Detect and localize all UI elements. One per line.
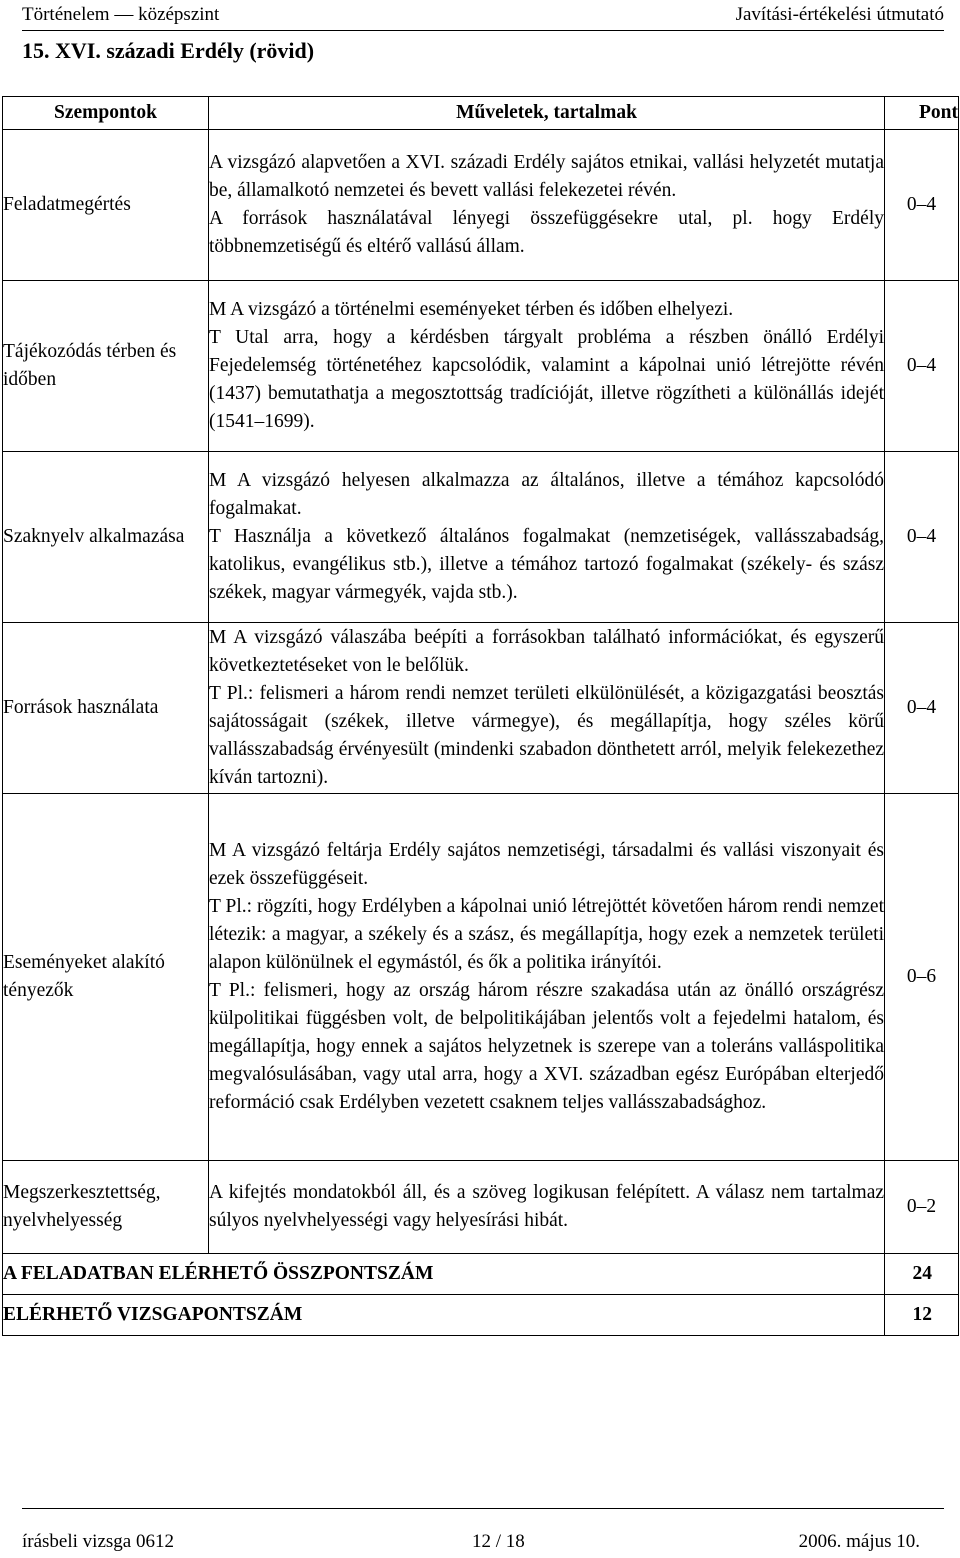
total-row bbox=[3, 1254, 959, 1295]
table-header-row bbox=[3, 97, 959, 130]
content-cell bbox=[209, 281, 885, 452]
content-cell bbox=[209, 1161, 885, 1254]
criterion-cell: Tájékozódás térben és időben bbox=[3, 281, 209, 452]
score-cell: 0–4 bbox=[885, 281, 959, 452]
total-value: 24 bbox=[885, 1254, 959, 1295]
page-header bbox=[22, 2, 944, 31]
criterion-cell: Feladatmegértés bbox=[3, 130, 209, 281]
exam-total-label: ELÉRHETŐ VIZSGAPONTSZÁM bbox=[3, 1295, 885, 1336]
task-title: 15. XVI. századi Erdély (rövid) bbox=[22, 38, 315, 63]
header-subject: Történelem — középszint bbox=[22, 4, 220, 25]
content-line: T Pl.: felismeri a három rendi nemzet területi elkülönülését, a közigazgatási beosztás sajátosságait (székek, illetve vármegye), és megállapítja, hogy széles körű vallásszabadság érvényesült (mindenki szabadon dönthetett arról, melyik felekezethez kíván tartozni). bbox=[209, 683, 884, 788]
content-cell bbox=[209, 623, 885, 794]
header-content: Műveletek, tartalmak bbox=[209, 97, 885, 130]
exam-total-row bbox=[3, 1295, 959, 1336]
content-line: M A vizsgázó feltárja Erdély sajátos nemzetiségi, társadalmi és vallási viszonyait és ezek összefüggéseit. bbox=[209, 840, 884, 889]
content-line: M A vizsgázó válaszába beépíti a forrásokban található információkat, és egyszerű következtetéseket von le belőlük. bbox=[209, 627, 884, 676]
score-cell: 0–4 bbox=[885, 623, 959, 794]
content-line: A kifejtés mondatokból áll, és a szöveg logikusan felépített. A válasz nem tartalmaz súlyos nyelvhelyességi vagy helyesírási hibát. bbox=[209, 1182, 884, 1231]
criterion-cell: Források használata bbox=[3, 623, 209, 794]
header-doc-type: Javítási-értékelési útmutató bbox=[735, 4, 944, 25]
footer-exam-code: írásbeli vizsga 0612 bbox=[22, 1531, 174, 1552]
content-line: A források használatával lényegi összefüggésekre utal, pl. hogy Erdély többnemzetiségű és eltérő vallású állam. bbox=[209, 208, 884, 257]
criterion-cell: Eseményeket alakító tényezők bbox=[3, 794, 209, 1161]
table-row bbox=[3, 452, 959, 623]
content-line: T Utal arra, hogy a kérdésben tárgyalt probléma a részben önálló Erdélyi Fejedelemség történetéhez kapcsolódik, valamint a kápolnai unió létrejötte révén (1437) bemutathatja a megosztottság tradícióját, illetve rögzítheti a különállás idejét (1541–1699). bbox=[209, 327, 884, 432]
table-row bbox=[3, 1161, 959, 1254]
total-label: A FELADATBAN ELÉRHETŐ ÖSSZPONTSZÁM bbox=[3, 1254, 885, 1295]
content-line: T Pl.: felismeri, hogy az ország három részre szakadása után az önálló országrész külpolitikai függésben volt, de belpolitikájában jelentős volt a fejedelmi hatalom, és megállapítja, hogy ennek a sajátos helyzetnek is szerepe van a toleráns valláspolitika megvalósulásában, vagy utal arra, hogy a XVI. században egész Európában elterjedő reformáció csak Erdélyben vezetett csaknem teljes vallásszabadsághoz. bbox=[209, 980, 884, 1113]
table-row bbox=[3, 281, 959, 452]
content-line: T Pl.: rögzíti, hogy Erdélyben a kápolnai unió létrejöttét követően három rendi nemzet létezik: a magyar, a székely és a szász, és megállapítja, hogy ezek a nemzetek területi alapon különülnek el egymástól, és ők a politika irányítói. bbox=[209, 896, 884, 973]
footer-date: 2006. május 10. bbox=[798, 1531, 920, 1552]
page-footer bbox=[22, 1508, 944, 1552]
header-criteria: Szempontok bbox=[3, 97, 209, 130]
score-cell: 0–4 bbox=[885, 130, 959, 281]
score-cell: 0–6 bbox=[885, 794, 959, 1161]
criterion-cell: Megszerkesztettség, nyelvhelyesség bbox=[3, 1161, 209, 1254]
header-points: Pont bbox=[885, 97, 959, 130]
content-line: A vizsgázó alapvetően a XVI. századi Erdély sajátos etnikai, vallási helyzetét mutatja be, államalkotó nemzetei és bevett vallási felekezetei révén. bbox=[209, 152, 884, 201]
score-cell: 0–4 bbox=[885, 452, 959, 623]
table-row bbox=[3, 623, 959, 794]
score-cell: 0–2 bbox=[885, 1161, 959, 1254]
criterion-cell: Szaknyelv alkalmazása bbox=[3, 452, 209, 623]
content-line: M A vizsgázó helyesen alkalmazza az általános, illetve a témához kapcsolódó fogalmakat. bbox=[209, 470, 884, 519]
table-row bbox=[3, 794, 959, 1161]
scoring-table bbox=[2, 96, 959, 1336]
content-cell bbox=[209, 130, 885, 281]
table-row bbox=[3, 130, 959, 281]
content-line: T Használja a következő általános fogalmakat (nemzetiségek, vallásszabadság, katolikus, evangélikus stb.), illetve a témához tartozó fogalmakat (székely- és szász székek, magyar vármegyék, vajda stb.). bbox=[209, 526, 884, 603]
content-line: M A vizsgázó a történelmi eseményeket térben és időben elhelyezi. bbox=[209, 299, 734, 320]
content-cell bbox=[209, 452, 885, 623]
exam-total-value: 12 bbox=[885, 1295, 959, 1336]
footer-page-number: 12 / 18 bbox=[472, 1531, 525, 1552]
content-cell bbox=[209, 794, 885, 1161]
